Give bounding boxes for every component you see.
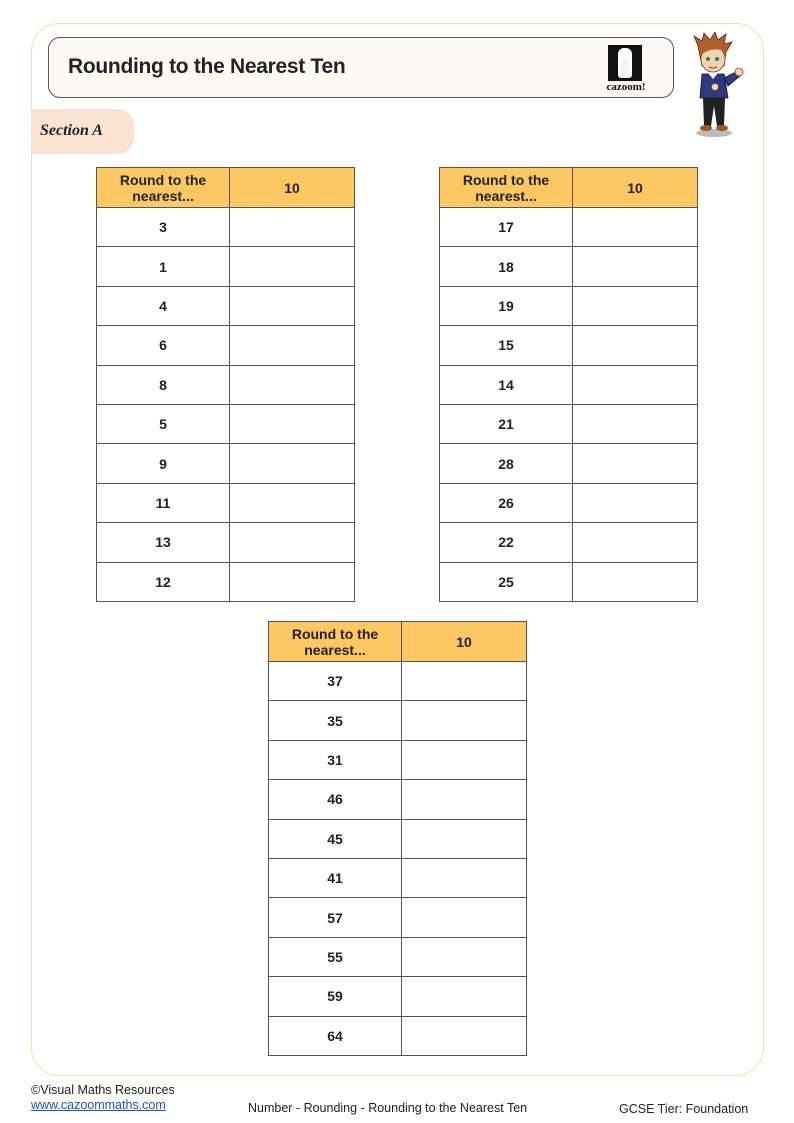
answer-cell[interactable]: [402, 662, 527, 701]
table-row: [97, 483, 355, 522]
number-cell: 11: [97, 483, 230, 522]
answer-cell[interactable]: [402, 858, 527, 897]
answer-cell[interactable]: [402, 819, 527, 858]
number-cell: 1: [97, 247, 230, 286]
section-label: Section A: [40, 122, 103, 139]
answer-cell[interactable]: [402, 977, 527, 1016]
answer-cell[interactable]: [573, 326, 698, 365]
number-cell: 4: [97, 286, 230, 325]
page-title: Rounding to the Nearest Ten: [68, 55, 346, 78]
table-row: [97, 208, 355, 247]
table-row: [440, 444, 698, 483]
number-cell: 15: [440, 326, 573, 365]
table-row: [97, 326, 355, 365]
answer-cell[interactable]: [573, 562, 698, 601]
number-cell: 12: [97, 562, 230, 601]
number-cell: 28: [440, 444, 573, 483]
rounding-table-3: [268, 621, 527, 1056]
answer-cell[interactable]: [230, 483, 355, 522]
table-row: [269, 898, 527, 937]
table-row: [97, 444, 355, 483]
answer-cell[interactable]: [230, 444, 355, 483]
table-row: [440, 404, 698, 443]
number-cell: 17: [440, 208, 573, 247]
answer-cell[interactable]: [230, 562, 355, 601]
answer-cell[interactable]: [402, 937, 527, 976]
answer-cell[interactable]: [230, 523, 355, 562]
number-cell: 46: [269, 780, 402, 819]
table-row: [440, 326, 698, 365]
number-cell: 14: [440, 365, 573, 404]
answer-cell[interactable]: [573, 444, 698, 483]
answer-cell[interactable]: [573, 523, 698, 562]
number-cell: 18: [440, 247, 573, 286]
table-header-row: [269, 622, 527, 662]
number-cell: 5: [97, 404, 230, 443]
table-row: [269, 662, 527, 701]
table-row: [440, 208, 698, 247]
number-cell: 9: [97, 444, 230, 483]
table-row: [269, 740, 527, 779]
header-ten: 10: [573, 168, 698, 208]
number-cell: 6: [97, 326, 230, 365]
table-row: [269, 937, 527, 976]
table-row: [269, 977, 527, 1016]
header-ten: 10: [402, 622, 527, 662]
table-row: [269, 701, 527, 740]
table-row: [269, 1016, 527, 1055]
rounding-table-2: [439, 167, 698, 602]
table-row: [440, 247, 698, 286]
footer-credits: [31, 1083, 175, 1113]
number-cell: 35: [269, 701, 402, 740]
answer-cell[interactable]: [402, 740, 527, 779]
header-ten: 10: [230, 168, 355, 208]
header-round-to: Round to the nearest...: [440, 168, 573, 208]
answer-cell[interactable]: [573, 208, 698, 247]
table-row: [269, 780, 527, 819]
answer-cell[interactable]: [230, 404, 355, 443]
answer-cell[interactable]: [230, 326, 355, 365]
number-cell: 19: [440, 286, 573, 325]
number-cell: 25: [440, 562, 573, 601]
number-cell: 26: [440, 483, 573, 522]
table-row: [97, 365, 355, 404]
number-cell: 8: [97, 365, 230, 404]
number-cell: 64: [269, 1016, 402, 1055]
table-row: [97, 562, 355, 601]
answer-cell[interactable]: [573, 404, 698, 443]
table-row: [440, 523, 698, 562]
number-cell: 31: [269, 740, 402, 779]
number-cell: 37: [269, 662, 402, 701]
table-row: [440, 562, 698, 601]
answer-cell[interactable]: [230, 247, 355, 286]
number-cell: 3: [97, 208, 230, 247]
header-round-to: Round to the nearest...: [269, 622, 402, 662]
cazoom-logo: [597, 43, 655, 95]
table-row: [269, 858, 527, 897]
number-cell: 45: [269, 819, 402, 858]
table-row: [97, 286, 355, 325]
table-row: [97, 523, 355, 562]
number-cell: 55: [269, 937, 402, 976]
logo-cup-shape: [618, 48, 632, 78]
number-cell: 21: [440, 404, 573, 443]
number-cell: 57: [269, 898, 402, 937]
answer-cell[interactable]: [573, 247, 698, 286]
number-cell: 59: [269, 977, 402, 1016]
footer-topic: Number - Rounding - Rounding to the Nearest Ten: [248, 1101, 528, 1115]
logo-text: cazoom!: [606, 81, 646, 93]
section-tab: [31, 109, 134, 154]
answer-cell[interactable]: [573, 365, 698, 404]
table-header-row: [97, 168, 355, 208]
number-cell: 41: [269, 858, 402, 897]
table-header-row: [440, 168, 698, 208]
answer-cell[interactable]: [573, 286, 698, 325]
table-row: [269, 819, 527, 858]
rounding-table-1: [96, 167, 355, 602]
answer-cell[interactable]: [402, 1016, 527, 1055]
footer-tier: GCSE Tier: Foundation: [619, 1102, 749, 1116]
answer-cell[interactable]: [402, 780, 527, 819]
answer-cell[interactable]: [230, 286, 355, 325]
answer-cell[interactable]: [402, 898, 527, 937]
copyright-text: ©Visual Maths Resources: [31, 1083, 175, 1097]
table-row: [440, 286, 698, 325]
table-row: [97, 247, 355, 286]
table-row: [440, 365, 698, 404]
title-banner: [48, 37, 674, 98]
answer-cell[interactable]: [230, 365, 355, 404]
website-link[interactable]: www.cazoommaths.com: [31, 1098, 166, 1112]
header-round-to: Round to the nearest...: [97, 168, 230, 208]
table-row: [97, 404, 355, 443]
answer-cell[interactable]: [573, 483, 698, 522]
table-row: [440, 483, 698, 522]
answer-cell[interactable]: [402, 701, 527, 740]
number-cell: 22: [440, 523, 573, 562]
answer-cell[interactable]: [230, 208, 355, 247]
mascot-boy-icon: [684, 32, 746, 140]
number-cell: 13: [97, 523, 230, 562]
